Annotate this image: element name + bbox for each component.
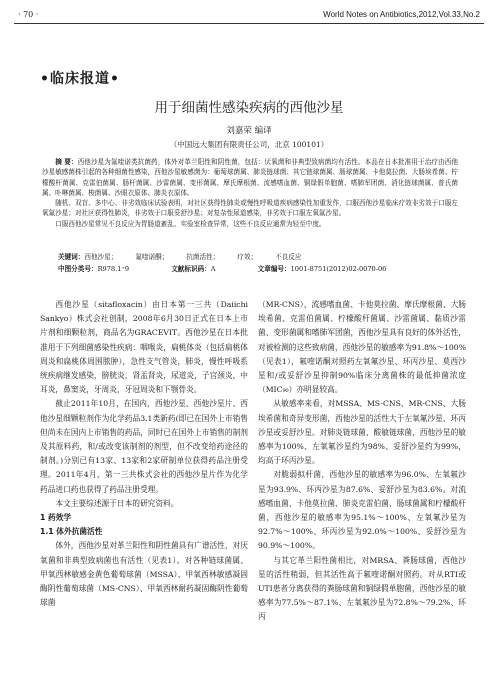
clc-value: R978.1⁺9 <box>97 265 130 273</box>
clc <box>58 265 129 273</box>
body-paragraph: 截止2011年10月，在国内，西他沙星、西他沙星片、西他沙星细颗粒剂作为化学药品3.1类新药(即已在国外上市销售但尚未在国内上市销售的药品，同时已在国外上市销售的制剂及其原料药，和/或改变该制剂的剂型，但不改变给药途径的制剂。)分别已有13家、13家和2家研制单位获得药品注册受理。2011年4月，第一三共株式会社的西他沙星片作为化学药品进口药也获得了药品注册受理。 <box>40 399 248 494</box>
keyword: 抗菌活性； <box>186 253 220 261</box>
page-number: · 70 · <box>18 10 39 19</box>
keywords-label: 关键词： <box>58 253 85 261</box>
body-paragraph: 从敏感率来看，对MSSA、MS-CNS、MR-CNS、大肠埃希菌和奇异变形菌，西他沙星的活性大于左氧氟沙星、环丙沙星或妥舒沙星。对肺炎链球菌、酸敏链球菌，西他沙星的敏感率为100%、左氧氟沙星约为98%、妥舒沙星约为99%，均高于环丙沙星。 <box>258 399 466 466</box>
keyword: 氟喹诺酮； <box>135 253 169 261</box>
body-paragraph: 西他沙星（sitafloxacin）由日本第一三共（Daiichi Sankyo）株式会社创制，2008年6月30日正式在日本上市片剂和细颗粒剂，商品名为GRACEVIT。西他沙星在日本批准用于下列细菌感染性疾病：咽喉炎，扁桃体炎（包括扁桃体周炎和扁桃体周围脓肿），急性支气管炎，肺炎，慢性呼吸系统疾病继发感染，膀胱炎，肾盂肾炎，尿道炎，子宫颈炎，中耳炎，鼻窦炎，牙周炎，牙冠周炎和下颚骨炎。 <box>40 300 248 395</box>
doc-code-value: A <box>210 265 216 273</box>
abstract-paragraph-3: 口服西他沙星常见不良反应为胃肠道紊乱、实验室检查异常，这些不良反应通常为轻至中度。 <box>55 219 326 228</box>
abstract <box>42 157 458 229</box>
body-paragraph: 对脆弱拟杆菌，西他沙星的敏感率为96.0%、左氧氟沙星为93.9%、环丙沙星为87.6%、妥舒沙星为83.6%。对流感嗜血菌、卡他莫拉菌、肺炎克雷伯菌、肠球菌属和柠檬酸杆菌，西他沙星的敏感率为95.1%～100%、左氧氟沙星为92.7%～100%、环丙沙星为92.0%～100%、妥舒沙星为90.9%～100%。 <box>258 470 466 551</box>
journal-citation: World Notes on Antibiotics,2012,Vol.33,No.2 <box>323 10 480 19</box>
body-paragraph: 本文主要综述源于日本的研究资料。 <box>55 498 179 508</box>
author-line: 刘嘉荣 编译 <box>226 126 272 136</box>
abstract-paragraph <box>42 157 458 198</box>
section-label: •临床报道• <box>40 71 120 87</box>
body-paragraph: 体外，西他沙星对革兰阳性和阴性菌具有广谱活性，对厌氧菌和非典型致病菌也有活性（见表1）。对各种链球菌属、甲氧西林敏感金黄色葡萄球菌（MSSA）、甲氧西林敏感凝固酶阴性葡萄球菌（MS-CNS）、甲氧西林耐药凝固酶阴性葡萄球菌 <box>40 541 248 608</box>
abstract-label: 摘 要： <box>55 158 78 166</box>
abstract-paragraph-2: 随机、双盲、多中心、非劣效临床试验表明，对社区获得性肺炎或慢性呼吸道疾病感染性加重发作，口服西他沙星临床疗效非劣效于口服左氧氟沙星；对社区获得性肺炎，非劣效于口服妥舒沙星；对复杂性尿道感染，非劣效于口服左氧氟沙星。 <box>42 199 458 218</box>
left-column <box>40 298 248 610</box>
header-rule <box>14 23 484 24</box>
abstract-text: 西他沙星为氟喹诺类抗菌药，体外对革兰阳性和阴性菌，包括：厌氧菌和非典型致病菌均有活性。本品在日本批准用于治疗由西他沙星敏感菌株引起的各种细菌性感染，西他沙星敏感菌为：葡萄球菌属、肺炎链球菌、其它链球菌属、肠球菌属、卡他莫拉菌、大肠埃希菌、柠檬酸杆菌属、克雷伯菌属、肠杆菌属、沙雷菌属、变形菌属、摩氏摩根菌、流感嗜血菌、铜绿假单胞菌、嗜肺军团菌、消化链球菌属、普氏菌属、卟啉菌属、梭菌属、沙眼衣原体、肺炎衣原体。 <box>42 158 458 197</box>
heading-in-vitro-activity: 1.1 体外抗菌活性 <box>40 527 103 537</box>
keyword: 不良反应 <box>275 253 302 261</box>
article-title: 用于细菌性感染疾病的西他沙星 <box>154 100 344 116</box>
classification-line <box>58 264 386 274</box>
keywords-line <box>58 252 301 262</box>
keyword: 西他沙星； <box>84 253 118 261</box>
body-paragraph: （MR-CNS）、流感嗜血菌、卡他莫拉菌、摩氏摩根菌、大肠埃希菌、克雷伯菌属、柠檬酸杆菌属、沙雷菌属、黏质沙雷菌、变形菌属和嗜肺军团菌，西他沙星具有良好的体外活性，对被检测的这些致病菌，西他沙星的敏感率为91.8%～100%（见表1），氟喹诺酮对照药左氧氟沙星、环丙沙星、莫西沙星和/或妥舒沙星抑制90%临床分离菌株的最低抑菌浓度（MIC₉₀）亦明显较高。 <box>258 300 466 395</box>
keyword: 疗效； <box>237 253 258 261</box>
article-number-value: 1001-8751(2012)02-0070-06 <box>290 265 387 273</box>
right-column <box>258 298 466 625</box>
article-number-label: 文章编号： <box>257 265 291 273</box>
clc-label: 中图分类号： <box>58 265 98 273</box>
running-header <box>14 8 484 22</box>
affiliation: （中国远大集团有限责任公司，北京 100101） <box>169 140 329 149</box>
doc-code-label: 文献标识码： <box>171 265 211 273</box>
article-number <box>258 265 387 273</box>
doc-code <box>171 265 215 273</box>
body-paragraph: 与其它革兰阳性菌相比，对MRSA、粪肠球菌，西他沙星的活性稍弱，但其活性高于氟喹诺酮对照药。对从RTI或UTI患者分离获得的粪肠球菌和铜绿假单胞菌，西他沙星的敏感率为77.5%～87.1%、左氧氟沙星为72.8%～79.2%、环丙 <box>258 555 466 622</box>
heading-pharmacodynamics: 1 药效学 <box>40 513 72 523</box>
